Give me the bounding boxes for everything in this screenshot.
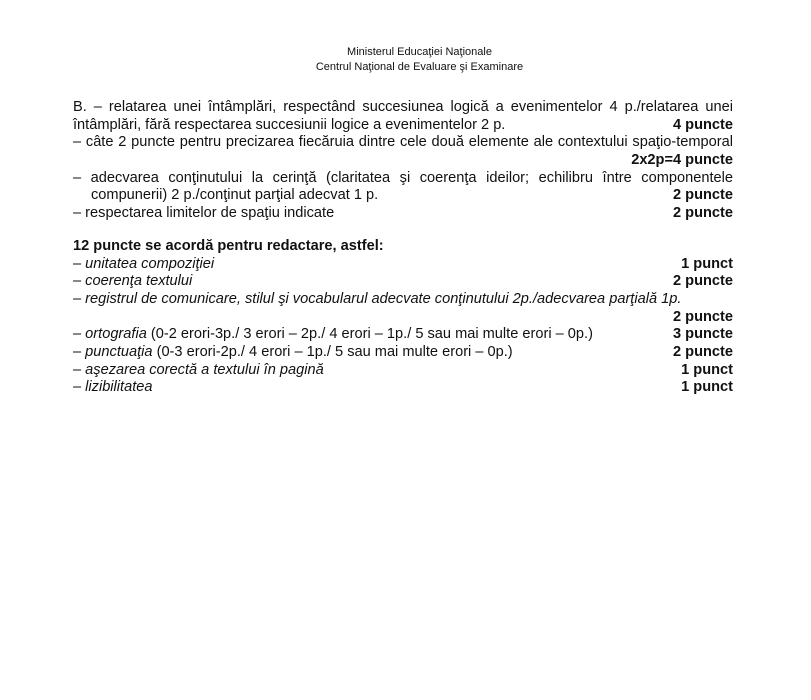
redactare-item-points: 3 puncte bbox=[672, 326, 733, 342]
redactare-item-points: 1 punct bbox=[681, 362, 733, 378]
dash: – bbox=[73, 379, 86, 395]
item-label: unitatea compoziţiei bbox=[85, 256, 215, 272]
redactare-item bbox=[73, 326, 733, 344]
criterion-b-points: 4 puncte bbox=[672, 117, 733, 133]
criterion-adequacy-line1: – adecvarea conţinutului la cerinţă (claritatea şi coerenţa ideilor; echilibru între componentele bbox=[73, 170, 733, 186]
item-label: punctuaţia bbox=[85, 344, 153, 360]
criterion-adequacy-line2: compunerii) 2 p./conţinut parţial adecvat 1 p. bbox=[91, 187, 379, 203]
item-detail: (0-2 erori-3p./ 3 erori – 2p./ 4 erori – 1p./ 5 sau mai multe erori – 0p.) bbox=[146, 326, 593, 342]
redactare-item-points: 1 punct bbox=[681, 256, 733, 272]
item-detail: (0-3 erori-2p./ 4 erori – 1p./ 5 sau mai multe erori – 0p.) bbox=[152, 344, 513, 360]
criterion-limits-line1: – respectarea limitelor de spaţiu indicate bbox=[73, 205, 335, 221]
redactare-item-points: 2 puncte bbox=[672, 309, 733, 325]
item-label: coerenţa textului bbox=[85, 273, 193, 289]
dash: – bbox=[73, 273, 86, 289]
redactare-item bbox=[73, 291, 733, 309]
item-label: ortografia bbox=[85, 326, 147, 342]
redactare-item bbox=[73, 362, 733, 380]
dash: – bbox=[73, 326, 86, 342]
criterion-b-line2: întâmplări, fără respectarea succesiunii logice a evenimentelor 2 p. bbox=[73, 117, 506, 133]
dash: – bbox=[73, 291, 86, 307]
criterion-limits-points: 2 puncte bbox=[672, 205, 733, 221]
redactare-item bbox=[73, 273, 733, 291]
header-center: Centrul Naţional de Evaluare şi Examinare bbox=[315, 61, 524, 73]
redactare-item-points: 2 puncte bbox=[672, 344, 733, 360]
redactare-item bbox=[73, 256, 733, 274]
redactare-item bbox=[73, 379, 733, 397]
item-label: lizibilitatea bbox=[85, 379, 153, 395]
dash: – bbox=[73, 362, 86, 378]
redactare-heading: 12 puncte se acordă pentru redactare, astfel: bbox=[73, 238, 384, 254]
dash: – bbox=[73, 256, 86, 272]
criterion-context-points: 2x2p=4 puncte bbox=[631, 152, 733, 168]
header-ministry: Ministerul Educaţiei Naţionale bbox=[347, 46, 492, 58]
item-label: registrul de comunicare, stilul şi vocabularul adecvate conţinutului 2p./adecvarea parţială 1p. bbox=[85, 291, 682, 307]
criterion-b-line1: B. – relatarea unei întâmplări, respectând succesiunea logică a evenimentelor 4 p./relatarea unei bbox=[73, 99, 733, 115]
redactare-item-points: 2 puncte bbox=[672, 273, 733, 289]
item-label: aşezarea corectă a textului în pagină bbox=[85, 362, 324, 378]
criterion-context-line1: – câte 2 puncte pentru precizarea fiecăruia dintre cele două elemente ale contextului spaţio-temporal bbox=[73, 134, 733, 150]
redactare-item bbox=[73, 344, 733, 362]
redactare-item-points: 1 punct bbox=[681, 379, 733, 395]
dash: – bbox=[73, 344, 86, 360]
criterion-adequacy-points: 2 puncte bbox=[672, 187, 733, 203]
